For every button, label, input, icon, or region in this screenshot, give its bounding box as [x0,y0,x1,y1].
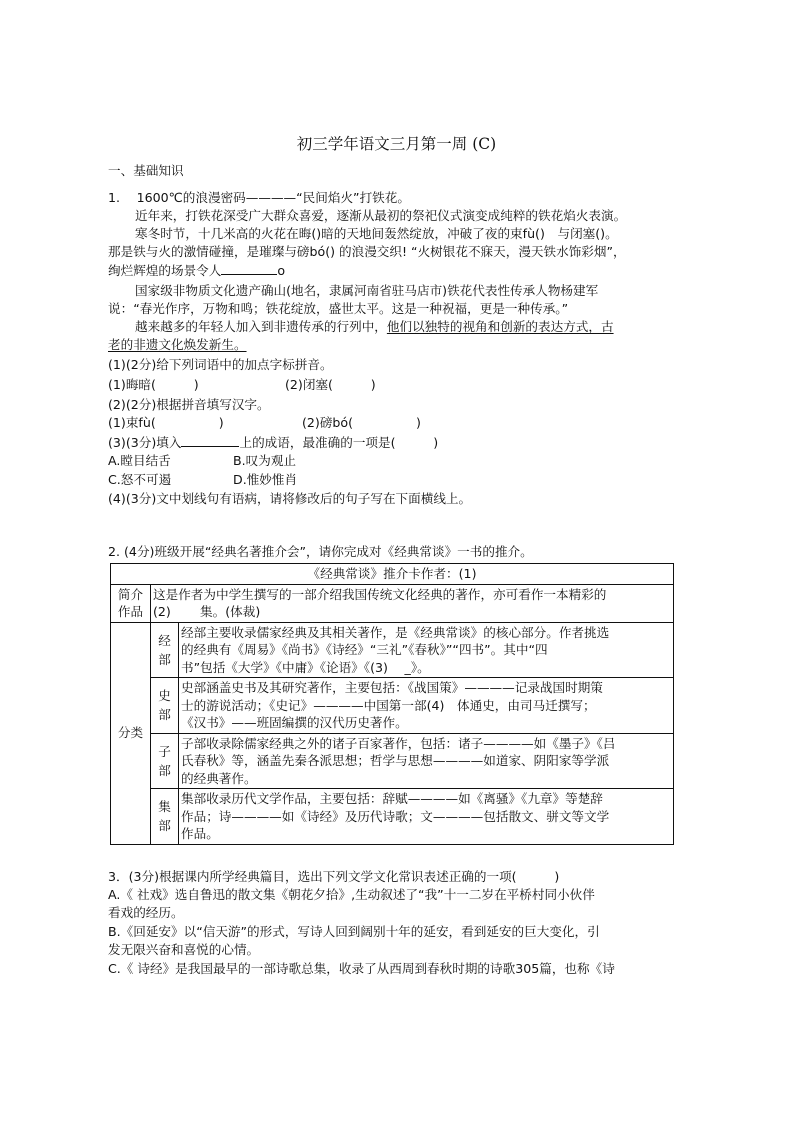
q3-option-b[interactable]: B.《回延安》以“信天游”的形式，写诗人回到阔别十年的延安，看到延安的巨大变化，引 [108,924,600,939]
category-char: 经 [158,632,171,648]
q3-option-a-cont: 看戏的经历。 [108,905,184,920]
category-text-line: 的经典有《周易》《尚书》《诗经》“三礼”《春秋》”“四书”。其中“四 [181,642,548,657]
q1-sub-question [108,433,438,452]
category-text-line: 的经典著作。 [181,770,257,786]
category-text-line: 氏春秋》等，涵盖先秦各派思想；哲学与思想————如道家、阴阳家等学派 [181,753,610,768]
category-content [179,678,674,734]
category-label: 分类 [111,622,151,844]
category-content [179,789,674,845]
category-char: 集 [158,799,171,815]
category-name [151,678,179,734]
category-row-jing [111,622,674,678]
category-row-shi [111,678,674,734]
q3-option-c[interactable]: C.《 诗经》是我国最早的一部诗歌总集，收录了从西周到春秋时期的诗歌305篇，也称《诗 [108,961,615,976]
category-name [151,789,179,845]
q2-lead: 2. (4分)班级开展“经典名著推介会”，请你完成对《经典常谈》一书的推介。 [108,544,533,559]
category-text-line[interactable]: 士的游说活动；《史记》————中国第一部(4) 体通史，由司马迁撰写； [181,697,596,713]
q1-text: (3)(3分)填入 [108,435,182,450]
q1-paragraph-line: 寒冬时节，十几米高的火花在晦()暗的天地间轰然绽放，冲破了夜的束fù() 与闭塞()。 [135,226,618,241]
q1-text: 老的非遗文化焕发新生。 [108,337,247,352]
q1-sub-question: (2)(2分)根据拼音填写汉字。 [108,397,270,412]
section-heading: 一、基础知识 [108,163,184,178]
category-content [179,733,674,789]
recommendation-card-table [110,563,674,845]
q1-answer-item[interactable]: (2)磅bó( ) [302,415,421,430]
q1-text: o [277,263,286,278]
category-name [151,733,179,789]
q1-answer-item[interactable]: (2)闭塞( ) [285,377,376,392]
q1-text: 上的成语，最准确的一项是( ) [239,435,439,450]
q1-sub-question: (4)(3分)文中划线句有语病，请将修改后的句子写在下面横线上。 [108,491,472,506]
category-text-line: 集部收录历代文学作品，主要包括：辞赋————如《离骚》《九章》等楚辞 [181,791,603,806]
category-char: 部 [158,818,171,834]
intro-label [111,584,151,622]
idiom-blank[interactable] [181,433,239,447]
category-char: 部 [158,707,171,723]
category-name [151,622,179,678]
underlined-sentence [108,336,275,354]
category-text-line: 史部涵盖史书及其研究著作，主要包括：《战国策》————记录战国时期策 [181,680,603,695]
category-text-line: 子部收录除儒家经典之外的诸子百家著作，包括：诸子————如《墨子》《吕 [181,735,616,751]
q3-option-b-cont: 发无限兴奋和喜悦的心情。 [108,942,260,957]
q1-paragraph-line: 说：“春光作序，万物和鸣；铁花绽放，盛世太平。这是一种祝福，更是一种传承。” [108,301,569,316]
intro-text-line: 这是作者为中学生撰写的一部介绍我国传统文化经典的著作，亦可看作一本精彩的 [153,586,607,602]
category-char: 部 [158,651,171,667]
category-char: 子 [158,743,171,759]
card-header-row [111,564,674,585]
q1-text: 越来越多的年轻人加入到非遗传承的行列中， [135,319,387,334]
category-row-ji [111,789,674,845]
category-text-line: 作品；诗————如《诗经》及历代诗歌；文————包括散文、骈文等文学 [181,808,610,824]
q1-sub-question: (1)(2分)给下列词语中的加点字标拼音。 [108,357,333,372]
category-char: 部 [158,762,171,778]
intro-row [111,584,674,622]
card-header: 《经典常谈》推介卡作者：(1) [111,564,674,585]
q3-lead: 3．(3分)根据课内所学经典篇目，选出下列文学文化常识表述正确的一项( ) [108,869,560,884]
category-text-line: 作品。 [181,826,219,841]
category-row-zi [111,733,674,789]
q1-paragraph-line: 国家级非物质文化遗产确山(地名，隶属河南省驻马店市)铁花代表性传承人物杨建军 [135,283,599,298]
q1-paragraph-line: 近年来，打铁花深受广大群众喜爱，逐渐从最初的祭祀仪式演变成纯粹的铁花焰火表演。 [135,208,627,223]
intro-text-line[interactable]: (2) 集。(体裁) [153,604,261,619]
q3-option-a[interactable]: A.《 社戏》选自鲁迅的散文集《朝花夕拾》,生动叙述了“我”十一二岁在平桥村同小伙伴 [108,887,595,902]
category-content [179,622,674,678]
q1-answer-item[interactable]: (1)晦暗( ) [108,377,199,392]
q1-paragraph-line [135,318,614,336]
option-c[interactable]: C.怒不可遏 [108,472,172,487]
page-title: 初三学年语文三月第一周 (C) [296,135,497,153]
q1-answer-item[interactable]: (1)束fù( ) [108,415,224,430]
category-char: 史 [158,688,171,704]
underlined-sentence: 他们以独特的视角和创新的表达方式，古 [386,319,614,334]
q1-paragraph-line [108,261,285,280]
intro-label-line: 作品 [117,604,144,619]
q1-paragraph-line: 那是铁与火的激情碰撞，是璀璨与磅bó() 的浪漫交织! “火树银花不寐天，漫天铁水饰彩烟”， [108,244,626,259]
q1-text: 绚烂辉煌的场景令人 [108,263,222,278]
q1-lead: 1. 1600℃的浪漫密码————“民间焰火”打铁花。 [108,190,410,205]
category-text-line: 经部主要收录儒家经典及其相关著作，是《经典常谈》的核心部分。作者挑选 [181,624,610,640]
option-a[interactable]: A.瞠目结舌 [108,453,171,468]
category-text-line[interactable]: 书”包括《大学》《中庸》《论语》《(3) _》。 [181,659,430,675]
category-text-line: 《汉书》——班固编撰的汉代历史著作。 [181,715,408,730]
option-b[interactable]: B.叹为观止 [233,453,297,468]
intro-content [151,584,674,622]
intro-label-line: 简介 [117,586,144,602]
idiom-blank[interactable] [221,261,277,275]
option-d[interactable]: D.惟妙惟肖 [233,472,298,487]
